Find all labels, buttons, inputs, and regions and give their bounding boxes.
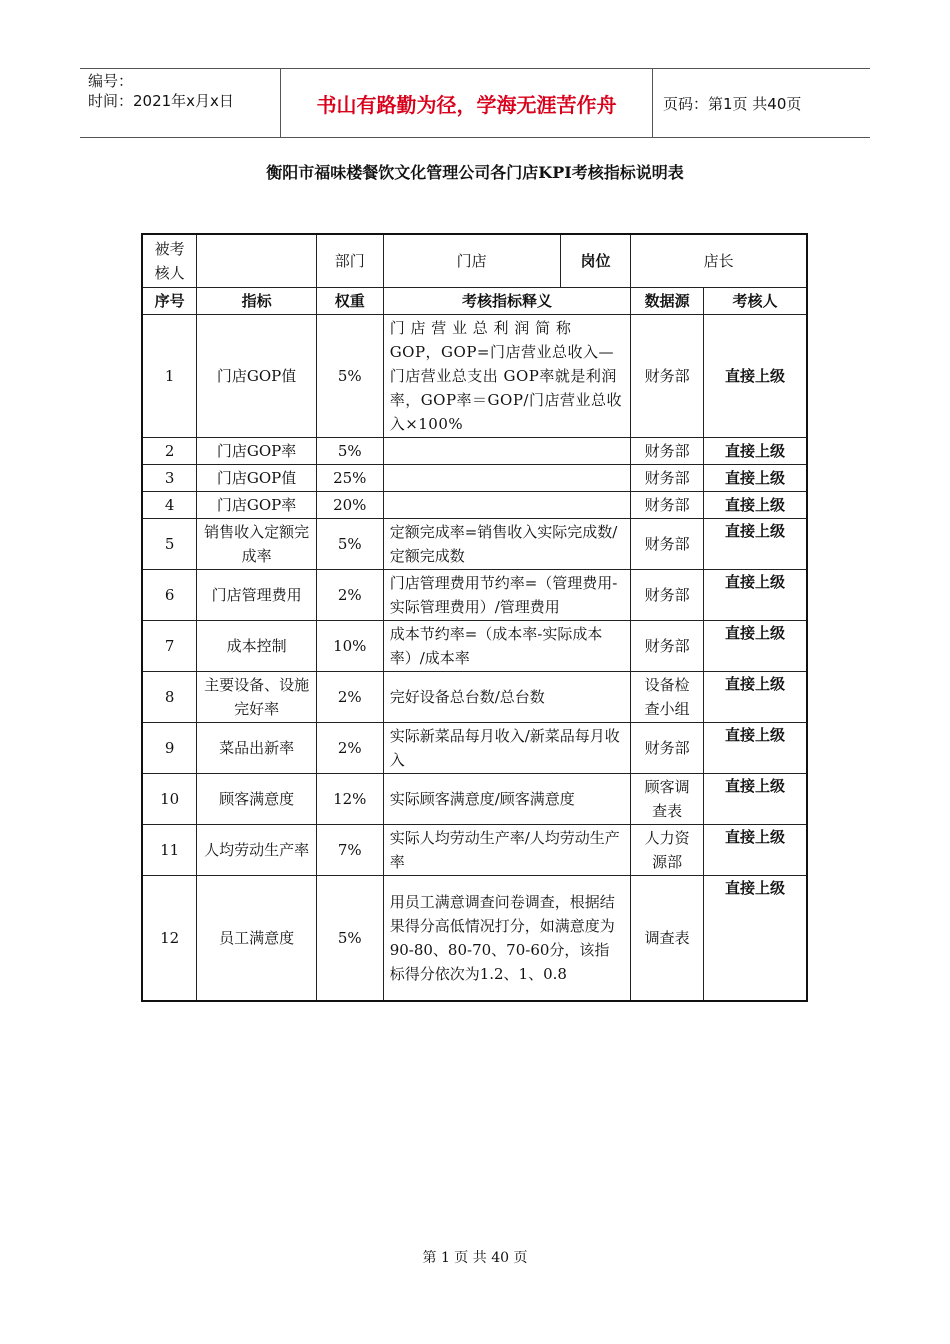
row-no: 2 <box>142 438 197 465</box>
row-desc <box>383 438 631 465</box>
col-header-assessor: 考核人 <box>703 288 807 315</box>
row-weight: 5% <box>316 315 383 438</box>
row-indicator: 主要设备、设施完好率 <box>197 672 317 723</box>
row-indicator: 顾客满意度 <box>197 774 317 825</box>
row-desc: 实际新菜品每月收入/新菜品每月收入 <box>383 723 631 774</box>
table-row <box>142 465 807 492</box>
row-weight: 5% <box>316 876 383 1001</box>
row-indicator: 门店GOP值 <box>197 465 317 492</box>
row-weight: 2% <box>316 723 383 774</box>
row-no: 12 <box>142 876 197 1001</box>
table-row <box>142 672 807 723</box>
col-header-source: 数据源 <box>631 288 704 315</box>
row-no: 3 <box>142 465 197 492</box>
row-assessor: 直接上级 <box>703 315 807 438</box>
row-indicator: 门店GOP值 <box>197 315 317 438</box>
row-desc: 成本节约率=（成本率-实际成本率）/成本率 <box>383 621 631 672</box>
row-source: 财务部 <box>631 492 704 519</box>
table-row <box>142 492 807 519</box>
row-desc <box>383 492 631 519</box>
page-info: 页码：第1页 共40页 <box>663 94 802 113</box>
col-header-no: 序号 <box>142 288 197 315</box>
row-assessor: 直接上级 <box>703 825 807 876</box>
row-indicator: 门店管理费用 <box>197 570 317 621</box>
row-assessor: 直接上级 <box>703 723 807 774</box>
row-source: 财务部 <box>631 621 704 672</box>
number-label: 编号： <box>88 72 134 90</box>
row-indicator: 门店GOP率 <box>197 438 317 465</box>
time-label: 时间：2021年x月x日 <box>88 92 234 110</box>
row-weight: 7% <box>316 825 383 876</box>
page-footer: 第 1 页 共 40 页 <box>422 1250 528 1266</box>
row-assessor: 直接上级 <box>703 672 807 723</box>
row-indicator: 门店GOP率 <box>197 492 317 519</box>
row-no: 7 <box>142 621 197 672</box>
row-weight: 25% <box>316 465 383 492</box>
dept-value-text: 门店 <box>384 235 561 287</box>
examinee-value <box>197 234 317 288</box>
row-assessor: 直接上级 <box>703 492 807 519</box>
row-no: 6 <box>142 570 197 621</box>
row-desc: 实际人均劳动生产率/人均劳动生产率 <box>383 825 631 876</box>
page-header <box>80 68 870 138</box>
row-desc: 门店管理费用节约率=（管理费用-实际管理费用）/管理费用 <box>383 570 631 621</box>
dept-label: 部门 <box>316 234 383 288</box>
col-header-desc: 考核指标释义 <box>383 288 631 315</box>
row-assessor: 直接上级 <box>703 774 807 825</box>
row-desc <box>383 465 631 492</box>
table-row <box>142 315 807 438</box>
row-desc: 定额完成率=销售收入实际完成数/定额完成数 <box>383 519 631 570</box>
row-no: 8 <box>142 672 197 723</box>
post-label: 岗位 <box>580 252 611 270</box>
row-assessor: 直接上级 <box>703 465 807 492</box>
row-weight: 2% <box>316 570 383 621</box>
table-row <box>142 621 807 672</box>
row-source: 财务部 <box>631 723 704 774</box>
row-weight: 2% <box>316 672 383 723</box>
row-desc: 用员工满意调查问卷调查，根据结果得分高低情况打分，如满意度为90-80、80-70、70-60分，该指标得分依次为1.2、1、0.8 <box>383 876 631 1001</box>
row-desc: 实际顾客满意度/顾客满意度 <box>383 774 631 825</box>
row-source: 财务部 <box>631 465 704 492</box>
row-desc: 门 店 营 业 总 利 润 简 称 GOP，GOP=门店营业总收入—门店营业总支出 GOP率就是利润率，GOP率＝GOP/门店营业总收入×100% <box>383 315 631 438</box>
row-no: 9 <box>142 723 197 774</box>
table-row <box>142 876 807 1001</box>
row-source: 设备检查小组 <box>631 672 704 723</box>
row-source: 顾客调查表 <box>631 774 704 825</box>
examinee-row <box>142 234 807 288</box>
post-value: 店长 <box>631 234 807 288</box>
row-assessor: 直接上级 <box>703 519 807 570</box>
header-meta <box>80 69 281 137</box>
row-source: 财务部 <box>631 570 704 621</box>
row-indicator: 销售收入定额完成率 <box>197 519 317 570</box>
dept-value <box>383 234 631 288</box>
row-assessor: 直接上级 <box>703 621 807 672</box>
document-title: 衡阳市福味楼餐饮文化管理公司各门店KPI考核指标说明表 <box>266 163 684 182</box>
row-weight: 5% <box>316 519 383 570</box>
kpi-table <box>141 233 808 1002</box>
row-desc: 完好设备总台数/总台数 <box>383 672 631 723</box>
row-indicator: 成本控制 <box>197 621 317 672</box>
col-header-indicator: 指标 <box>197 288 317 315</box>
row-indicator: 员工满意度 <box>197 876 317 1001</box>
table-row <box>142 570 807 621</box>
col-header-weight: 权重 <box>316 288 383 315</box>
table-row <box>142 723 807 774</box>
row-weight: 10% <box>316 621 383 672</box>
row-weight: 20% <box>316 492 383 519</box>
row-no: 10 <box>142 774 197 825</box>
table-row <box>142 519 807 570</box>
row-no: 1 <box>142 315 197 438</box>
row-source: 调查表 <box>631 876 704 1001</box>
table-row <box>142 438 807 465</box>
row-source: 财务部 <box>631 315 704 438</box>
table-row <box>142 774 807 825</box>
row-indicator: 菜品出新率 <box>197 723 317 774</box>
row-source: 人力资源部 <box>631 825 704 876</box>
row-no: 5 <box>142 519 197 570</box>
row-no: 11 <box>142 825 197 876</box>
row-assessor: 直接上级 <box>703 570 807 621</box>
examinee-label: 被考核人 <box>142 234 197 288</box>
motto: 书山有路勤为径，学海无涯苦作舟 <box>281 69 653 137</box>
row-weight: 12% <box>316 774 383 825</box>
row-assessor: 直接上级 <box>703 876 807 1001</box>
row-weight: 5% <box>316 438 383 465</box>
row-assessor: 直接上级 <box>703 438 807 465</box>
row-source: 财务部 <box>631 438 704 465</box>
row-source: 财务部 <box>631 519 704 570</box>
row-no: 4 <box>142 492 197 519</box>
table-row <box>142 825 807 876</box>
row-indicator: 人均劳动生产率 <box>197 825 317 876</box>
header-row <box>142 288 807 315</box>
